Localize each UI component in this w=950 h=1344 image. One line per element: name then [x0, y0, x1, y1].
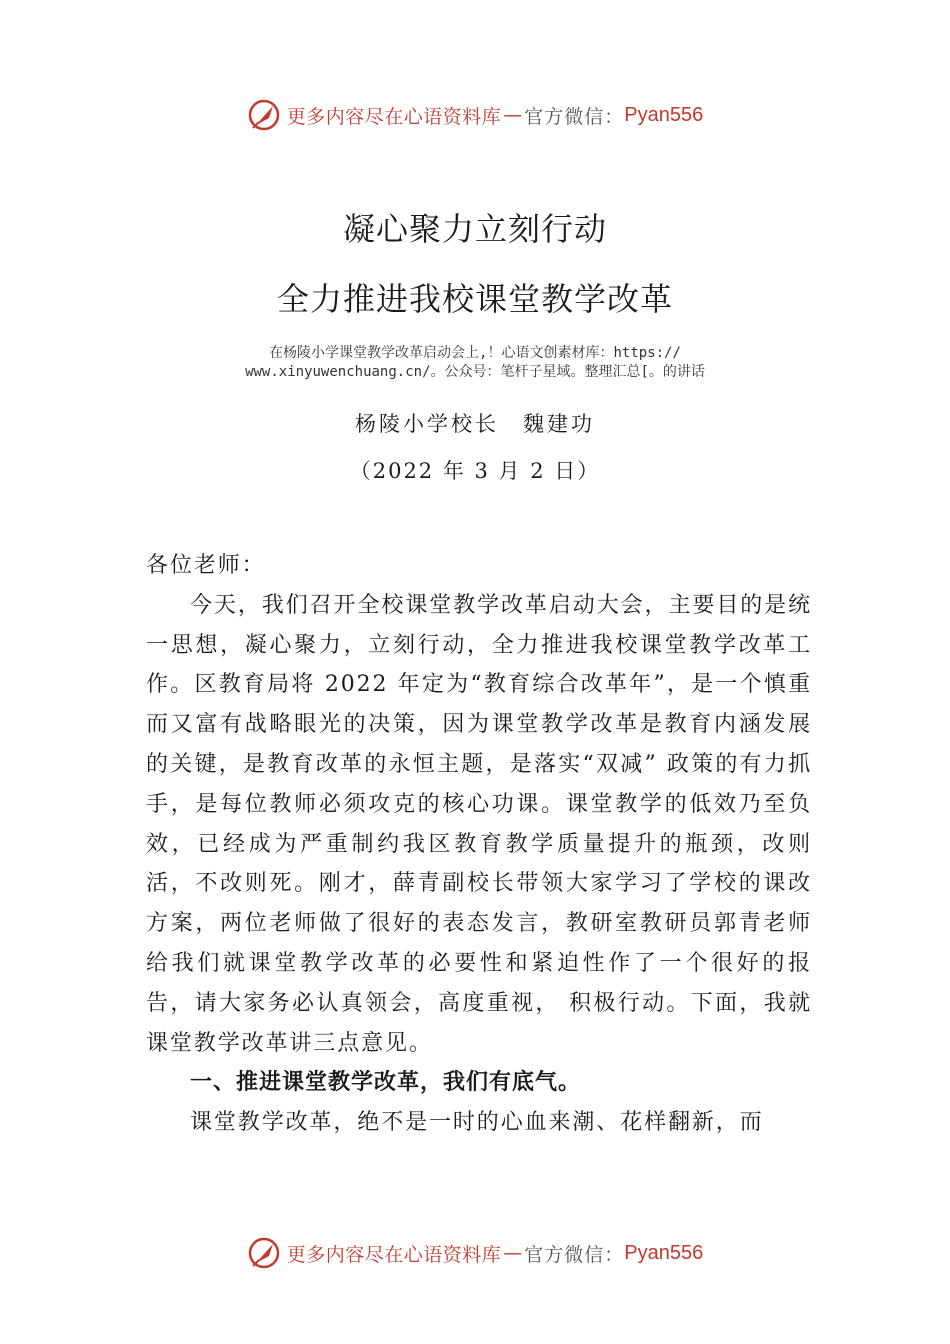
subtitle: 在杨陵小学课堂教学改革启动会上,！心语文创素材库：https:// www.xinyuwenchuang.cn/。公众号：笔杆子星域。整理汇总[。的讲话	[245, 345, 705, 380]
title-line-1: 凝心聚力立刻行动	[342, 210, 607, 248]
paragraph-2: 课堂教学改革，绝不是一时的心血来潮、花样翻新，而	[190, 1110, 764, 1136]
quill-logo-icon	[247, 1236, 281, 1270]
banner-site-name: 更多内容尽在心语资料库	[286, 105, 502, 128]
section-heading-1: 一、推进课堂教学改革，我们有底气。	[190, 1070, 582, 1096]
banner-separator: —	[503, 104, 523, 126]
banner-separator: —	[503, 1242, 523, 1264]
banner-wechat-label: 官方微信：	[524, 1243, 625, 1266]
header-banner	[0, 95, 950, 135]
banner-wechat-id: Pyan556	[624, 103, 704, 126]
footer-banner	[0, 1233, 950, 1273]
title-line-2: 全力推进我校课堂教学改革	[276, 280, 673, 318]
paragraph-1: 今天，我们召开全校课堂教学改革启动大会，主要目的是统一思想，凝心聚力，立刻行动，全力推进我校课堂教学改革工作。区教育局将 2022 年定为“教育综合改革年”，是一个慎重而又富有战略眼光的决策，因为课堂教学改革是教育内涵发展的关键，是教育改革的永恒主题，是落实“双减” 政策的有力抓手，是每位教师必须攻克的核心功课。课堂教学的低效乃至负效，已经成为严重制约我区教育教学质量提升的瓶颈，改则活，不改则死。刚才，薛青副校长带领大家学习了学校的课改方案，两位老师做了很好的表态发言，教研室教研员郭青老师给我们就课堂教学改革的必要性和紧迫性作了一个很好的报告，请大家务必认真领会，高度重视， 积极行动。下面，我就课堂教学改革讲三点意见。	[146, 592, 812, 1056]
speech-body	[146, 546, 812, 1143]
greeting: 各位老师：	[146, 553, 266, 578]
banner-wechat-id: Pyan556	[624, 1241, 704, 1264]
author-line: 杨陵小学校长 魏建功	[355, 412, 595, 436]
date-line: （2022 年 3 月 2 日）	[349, 459, 601, 483]
banner-wechat-label: 官方微信：	[524, 105, 625, 128]
banner-site-name: 更多内容尽在心语资料库	[286, 1243, 502, 1266]
quill-logo-icon	[247, 98, 281, 132]
